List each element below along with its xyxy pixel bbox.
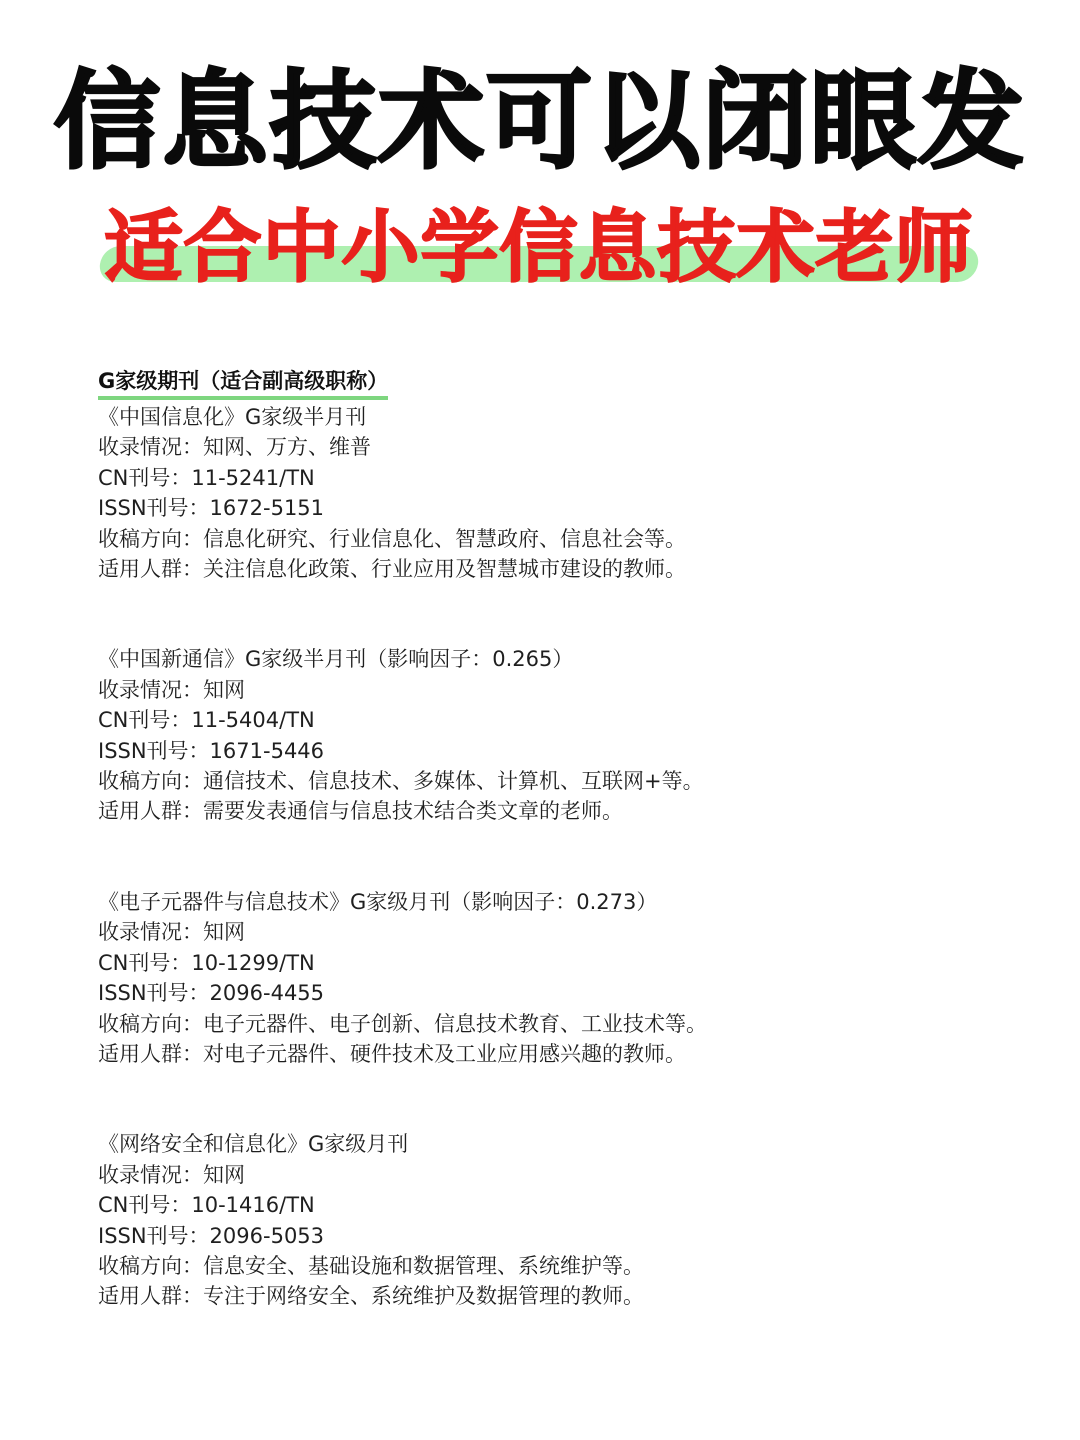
journal-cn: CN刊号：11-5241/TN [98, 465, 315, 490]
journal-audience: 适用人群：关注信息化政策、行业应用及智慧城市建设的教师。 [98, 557, 686, 582]
journal-entry [98, 644, 998, 826]
journal-list [98, 366, 998, 1312]
journal-indexing: 收录情况：知网 [98, 1162, 245, 1187]
journal-scope: 收稿方向：电子元器件、电子创新、信息技术教育、工业技术等。 [98, 1011, 707, 1036]
journal-issn: ISSN刊号：1671-5446 [98, 738, 325, 763]
journal-cn: CN刊号：10-1416/TN [98, 1193, 315, 1218]
journal-indexing: 收录情况：知网 [98, 677, 245, 702]
journal-audience: 适用人群：对电子元器件、硬件技术及工业应用感兴趣的教师。 [98, 1041, 686, 1066]
journal-name: 《中国新通信》G家级半月刊（影响因子：0.265） [98, 647, 574, 672]
journal-issn: ISSN刊号：2096-5053 [98, 1223, 325, 1248]
page-subtitle: 适合中小学信息技术老师 [104, 203, 974, 293]
section-heading: G家级期刊（适合副高级职称） [98, 366, 388, 400]
journal-audience: 适用人群：专注于网络安全、系统维护及数据管理的教师。 [98, 1284, 644, 1309]
journal-indexing: 收录情况：知网、万方、维普 [98, 435, 371, 460]
journal-audience: 适用人群：需要发表通信与信息技术结合类文章的老师。 [98, 799, 623, 824]
journal-name: 《网络安全和信息化》G家级月刊 [98, 1132, 409, 1157]
journal-entry [98, 1129, 998, 1311]
journal-name: 《中国信息化》G家级半月刊 [98, 405, 367, 429]
journal-cn: CN刊号：10-1299/TN [98, 950, 315, 975]
subtitle-block [96, 200, 982, 296]
journal-indexing: 收录情况：知网 [98, 920, 245, 945]
journal-issn: ISSN刊号：1672-5151 [98, 496, 325, 521]
journal-issn: ISSN刊号：2096-4455 [98, 981, 325, 1006]
journal-scope: 收稿方向：通信技术、信息技术、多媒体、计算机、互联网+等。 [98, 769, 704, 794]
journal-scope: 收稿方向：信息安全、基础设施和数据管理、系统维护等。 [98, 1253, 644, 1278]
journal-entry [98, 402, 998, 584]
journal-cn: CN刊号：11-5404/TN [98, 708, 315, 733]
page-title: 信息技术可以闭眼发 [54, 60, 1026, 183]
journal-scope: 收稿方向：信息化研究、行业信息化、智慧政府、信息社会等。 [98, 526, 686, 551]
journal-name: 《电子元器件与信息技术》G家级月刊（影响因子：0.273） [98, 889, 658, 914]
journal-entry [98, 887, 998, 1069]
